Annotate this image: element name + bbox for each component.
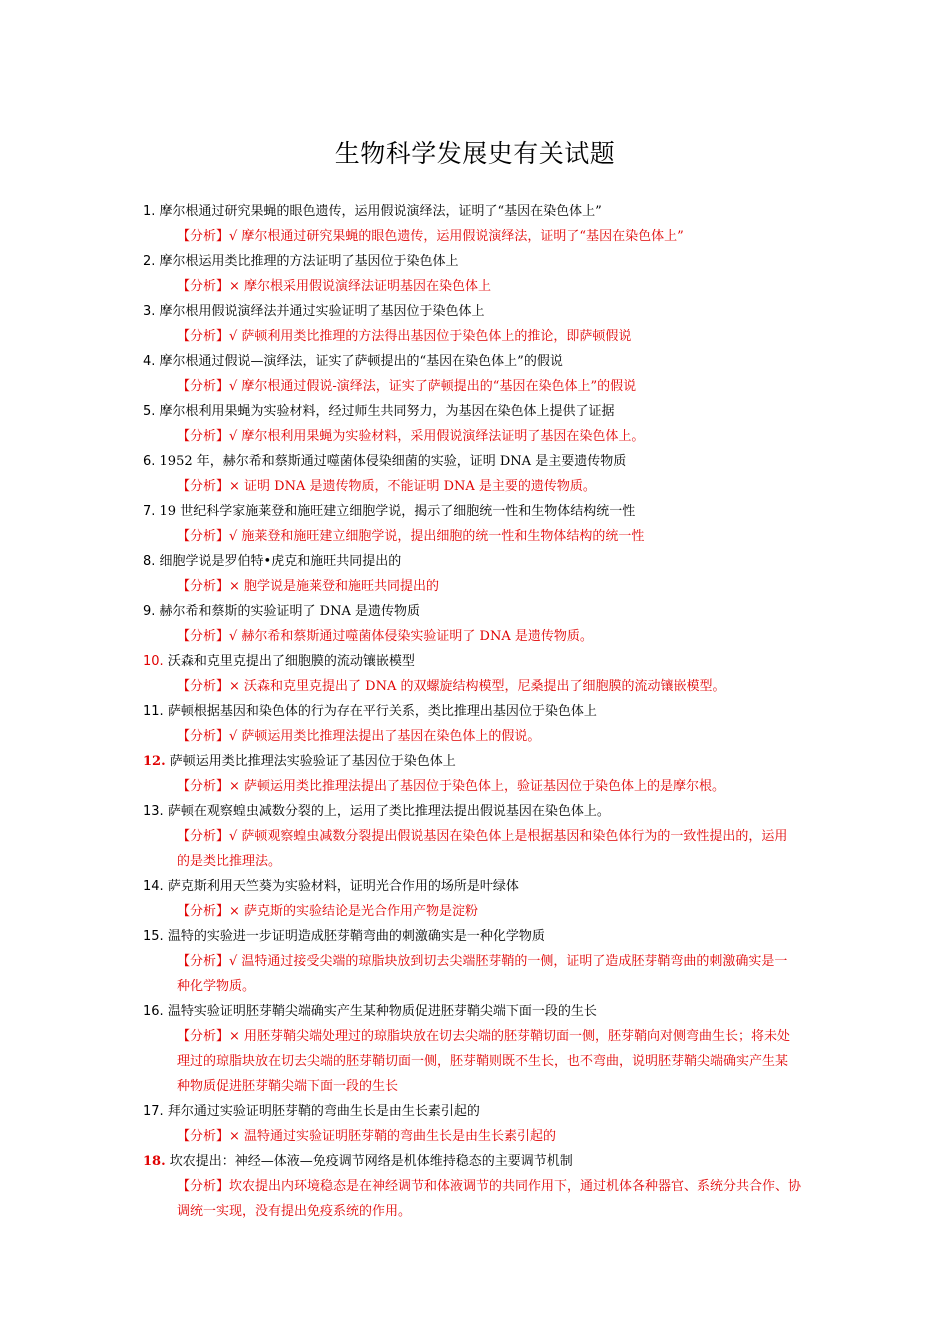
question-number: 14. bbox=[143, 879, 164, 894]
question-number: 17. bbox=[143, 1104, 164, 1119]
question-list bbox=[143, 199, 813, 1224]
analysis-16 bbox=[143, 1024, 813, 1099]
analysis-line: 【分析】坎农提出内环境稳态是在神经调节和体液调节的共同作用下，通过机体各种器官、系统分共合作、协 bbox=[177, 1179, 802, 1194]
analysis-line: 【分析】× 沃森和克里克提出了 DNA 的双螺旋结构模型，尼桑提出了细胞膜的流动镶嵌模型。 bbox=[177, 679, 726, 694]
analysis-4 bbox=[143, 374, 813, 399]
analysis-5 bbox=[143, 424, 813, 449]
question-text: 坎农提出：神经—体液—免疫调节网络是机体维持稳态的主要调节机制 bbox=[165, 1154, 573, 1169]
question-text: 摩尔根运用类比推理的方法证明了基因位于染色体上 bbox=[155, 254, 459, 269]
question-text: 摩尔根利用果蝇为实验材料，经过师生共同努力，为基因在染色体上提供了证据 bbox=[155, 404, 615, 419]
analysis-line: 【分析】√ 赫尔希和蔡斯通过噬菌体侵染实验证明了 DNA 是遗传物质。 bbox=[177, 629, 593, 644]
question-number: 2. bbox=[143, 254, 156, 269]
question-number: 16. bbox=[143, 1004, 164, 1019]
question-2 bbox=[143, 249, 813, 274]
analysis-line: 【分析】√ 萨顿观察蝗虫减数分裂提出假说基因在染色体上是根据基因和染色体行为的一致性提出的，运用 bbox=[177, 829, 788, 844]
analysis-15 bbox=[143, 949, 813, 999]
analysis-line: 调统一实现，没有提出免疫系统的作用。 bbox=[177, 1204, 412, 1219]
question-10 bbox=[143, 649, 813, 674]
question-number: 1. bbox=[143, 204, 156, 219]
question-text: 萨顿在观察蝗虫减数分裂的上，运用了类比推理法提出假说基因在染色体上。 bbox=[163, 804, 610, 819]
question-text: 摩尔根用假说演绎法并通过实验证明了基因位于染色体上 bbox=[155, 304, 485, 319]
question-number: 12. bbox=[143, 754, 166, 769]
question-7 bbox=[143, 499, 813, 524]
question-text: 温特的实验进一步证明造成胚芽鞘弯曲的刺激确实是一种化学物质 bbox=[163, 929, 545, 944]
question-text: 萨顿根据基因和染色体的行为存在平行关系，类比推理出基因位于染色体上 bbox=[163, 704, 597, 719]
analysis-13 bbox=[143, 824, 813, 874]
question-9 bbox=[143, 599, 813, 624]
question-number: 3. bbox=[143, 304, 156, 319]
question-number: 6. bbox=[143, 454, 156, 469]
analysis-line: 【分析】× 证明 DNA 是遗传物质，不能证明 DNA 是主要的遗传物质。 bbox=[177, 479, 596, 494]
question-text: 萨顿运用类比推理法实验验证了基因位于染色体上 bbox=[165, 754, 456, 769]
question-16 bbox=[143, 999, 813, 1024]
question-number: 11. bbox=[143, 704, 164, 719]
question-17 bbox=[143, 1099, 813, 1124]
analysis-line: 的是类比推理法。 bbox=[177, 854, 282, 869]
analysis-line: 【分析】× 用胚芽鞘尖端处理过的琼脂块放在切去尖端的胚芽鞘切面一侧，胚芽鞘向对侧弯曲生长；将未处 bbox=[177, 1029, 791, 1044]
question-6 bbox=[143, 449, 813, 474]
analysis-line: 【分析】× 胞学说是施莱登和施旺共同提出的 bbox=[177, 579, 440, 594]
analysis-18 bbox=[143, 1174, 813, 1224]
analysis-3 bbox=[143, 324, 813, 349]
question-text: 温特实验证明胚芽鞘尖端确实产生某种物质促进胚芽鞘尖端下面一段的生长 bbox=[163, 1004, 597, 1019]
question-3 bbox=[143, 299, 813, 324]
analysis-line: 【分析】√ 萨顿运用类比推理法提出了基因在染色体上的假说。 bbox=[177, 729, 541, 744]
analysis-8 bbox=[143, 574, 813, 599]
question-4 bbox=[143, 349, 813, 374]
question-text: 摩尔根通过研究果蝇的眼色遗传，运用假说演绎法，证明了“基因在染色体上” bbox=[155, 204, 602, 219]
question-text: 1952 年，赫尔希和蔡斯通过噬菌体侵染细菌的实验，证明 DNA 是主要遗传物质 bbox=[155, 454, 627, 469]
analysis-12 bbox=[143, 774, 813, 799]
analysis-line: 【分析】√ 摩尔根利用果蝇为实验材料，采用假说演绎法证明了基因在染色体上。 bbox=[177, 429, 645, 444]
analysis-line: 【分析】× 萨克斯的实验结论是光合作用产物是淀粉 bbox=[177, 904, 479, 919]
question-12 bbox=[143, 749, 813, 774]
question-14 bbox=[143, 874, 813, 899]
analysis-1 bbox=[143, 224, 813, 249]
analysis-7 bbox=[143, 524, 813, 549]
analysis-line: 种物质促进胚芽鞘尖端下面一段的生长 bbox=[177, 1079, 399, 1094]
question-15 bbox=[143, 924, 813, 949]
question-text: 摩尔根通过假说—演绎法，证实了萨顿提出的“基因在染色体上”的假说 bbox=[155, 354, 563, 369]
analysis-line: 种化学物质。 bbox=[177, 979, 256, 994]
analysis-line: 【分析】√ 摩尔根通过假说-演绎法，证实了萨顿提出的“基因在染色体上”的假说 bbox=[177, 379, 637, 394]
question-text: 细胞学说是罗伯特•虎克和施旺共同提出的 bbox=[155, 554, 402, 569]
question-number: 9. bbox=[143, 604, 156, 619]
question-number: 18. bbox=[143, 1154, 166, 1169]
analysis-line: 【分析】√ 摩尔根通过研究果蝇的眼色遗传，运用假说演绎法，证明了“基因在染色体上” bbox=[177, 229, 684, 244]
analysis-9 bbox=[143, 624, 813, 649]
analysis-2 bbox=[143, 274, 813, 299]
question-1 bbox=[143, 199, 813, 224]
question-11 bbox=[143, 699, 813, 724]
analysis-line: 理过的琼脂块放在切去尖端的胚芽鞘切面一侧，胚芽鞘则既不生长，也不弯曲，说明胚芽鞘尖端确实产生某 bbox=[177, 1054, 789, 1069]
question-5 bbox=[143, 399, 813, 424]
analysis-14 bbox=[143, 899, 813, 924]
question-number: 7. bbox=[143, 504, 156, 519]
question-number: 13. bbox=[143, 804, 164, 819]
question-8 bbox=[143, 549, 813, 574]
question-number: 10. bbox=[143, 654, 164, 669]
question-18 bbox=[143, 1149, 813, 1174]
question-text: 沃森和克里克提出了细胞膜的流动镶嵌模型 bbox=[163, 654, 415, 669]
analysis-line: 【分析】× 温特通过实验证明胚芽鞘的弯曲生长是由生长素引起的 bbox=[177, 1129, 557, 1144]
question-number: 8. bbox=[143, 554, 156, 569]
question-number: 4. bbox=[143, 354, 156, 369]
question-text: 拜尔通过实验证明胚芽鞘的弯曲生长是由生长素引起的 bbox=[163, 1104, 480, 1119]
question-text: 赫尔希和蔡斯的实验证明了 DNA 是遗传物质 bbox=[155, 604, 420, 619]
analysis-line: 【分析】× 萨顿运用类比推理法提出了基因位于染色体上，验证基因位于染色体上的是摩尔根。 bbox=[177, 779, 726, 794]
analysis-line: 【分析】√ 温特通过接受尖端的琼脂块放到切去尖端胚芽鞘的一侧，证明了造成胚芽鞘弯曲的刺激确实是一 bbox=[177, 954, 788, 969]
page-title: 生物科学发展史有关试题 bbox=[334, 139, 616, 168]
analysis-line: 【分析】√ 施莱登和施旺建立细胞学说，提出细胞的统一性和生物体结构的统一性 bbox=[177, 529, 645, 544]
question-text: 萨克斯利用天竺葵为实验材料，证明光合作用的场所是叶绿体 bbox=[163, 879, 519, 894]
question-13 bbox=[143, 799, 813, 824]
question-number: 5. bbox=[143, 404, 156, 419]
analysis-6 bbox=[143, 474, 813, 499]
analysis-line: 【分析】√ 萨顿利用类比推理的方法得出基因位于染色体上的推论，即萨顿假说 bbox=[177, 329, 632, 344]
analysis-11 bbox=[143, 724, 813, 749]
question-text: 19 世纪科学家施莱登和施旺建立细胞学说，揭示了细胞统一性和生物体结构统一性 bbox=[155, 504, 636, 519]
analysis-line: 【分析】× 摩尔根采用假说演绎法证明基因在染色体上 bbox=[177, 279, 492, 294]
analysis-10 bbox=[143, 674, 813, 699]
question-number: 15. bbox=[143, 929, 164, 944]
analysis-17 bbox=[143, 1124, 813, 1149]
